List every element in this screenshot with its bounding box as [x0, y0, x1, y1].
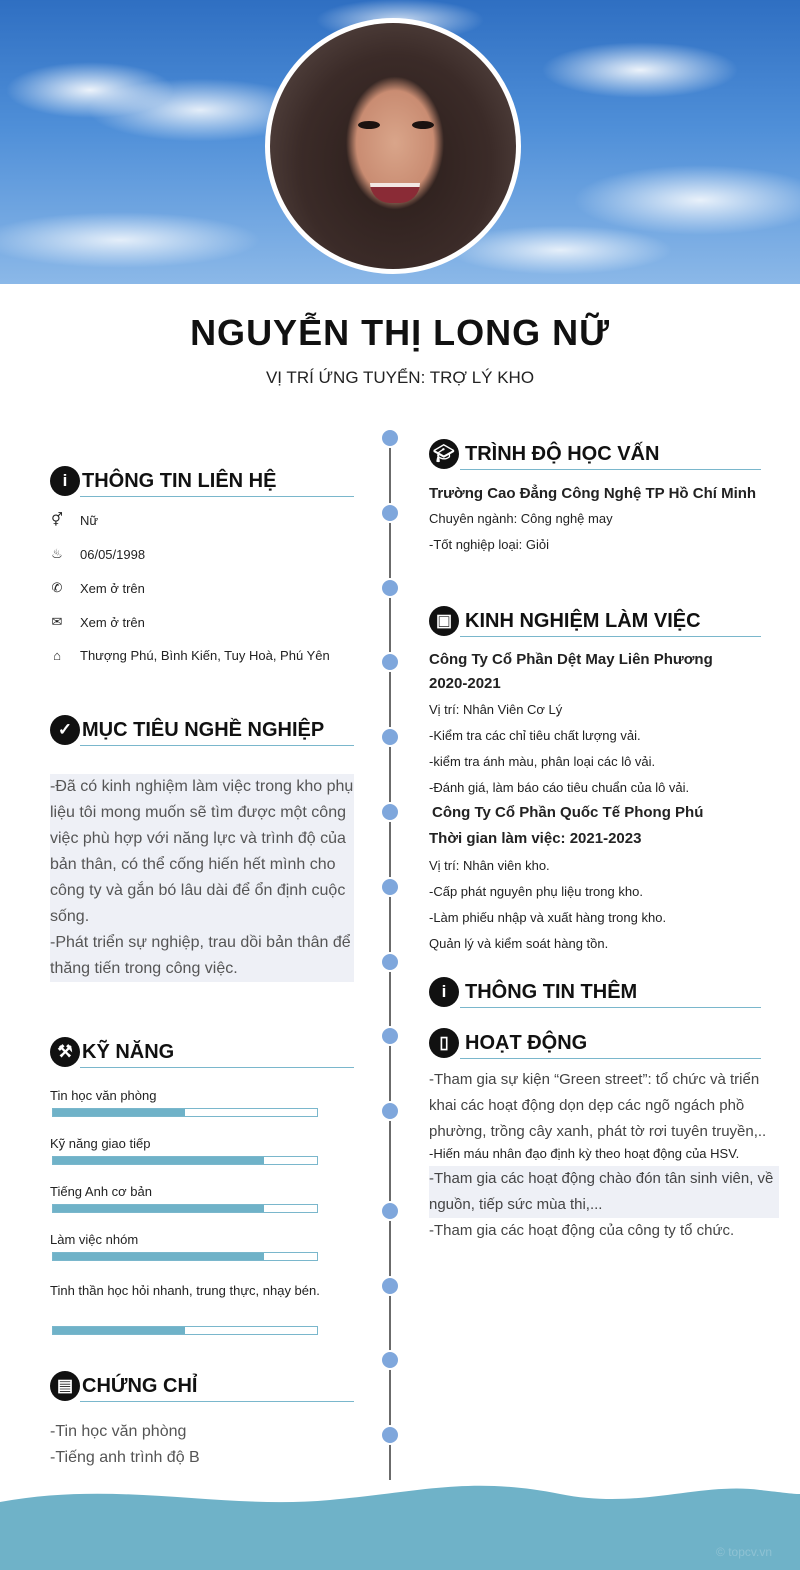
job-company: Công Ty Cổ Phần Quốc Tế Phong Phú — [432, 804, 704, 821]
skill-label: Tin học văn phòng — [50, 1088, 157, 1103]
skill-label: Tiếng Anh cơ bản — [50, 1184, 153, 1199]
job-role: Vị trí: Nhân viên kho. — [429, 858, 550, 873]
timeline-dot — [380, 578, 400, 598]
activities-section-title: ▯ HOẠT ĐỘNG — [429, 1028, 587, 1058]
home-icon: ⌂ — [53, 648, 61, 663]
timeline-dot — [380, 1425, 400, 1445]
timeline-dot — [380, 652, 400, 672]
skill-bar — [52, 1108, 318, 1117]
extra-info-section-title: i THÔNG TIN THÊM — [429, 977, 637, 1007]
contact-birthday: ♨ 06/05/1998 — [51, 546, 146, 562]
skill-label: Làm việc nhóm — [50, 1232, 139, 1247]
skill-bar-fill — [53, 1157, 264, 1164]
timeline-dot — [380, 727, 400, 747]
briefcase-icon: ▣ — [429, 606, 459, 636]
section-divider — [460, 1058, 761, 1059]
timeline-dot — [380, 802, 400, 822]
birthday-cake-icon: ♨ — [51, 546, 63, 561]
education-major: Chuyên ngành: Công nghệ may — [429, 511, 613, 526]
activity-item: -Tham gia các hoạt động của công ty tổ chức. — [429, 1222, 735, 1239]
contact-phone: ✆ Xem ở trên — [51, 580, 145, 596]
footer-wave — [0, 1480, 800, 1570]
job-duty: -Làm phiếu nhập và xuất hàng trong kho. — [429, 910, 667, 925]
avatar — [265, 18, 521, 274]
timeline-dot — [380, 1350, 400, 1370]
certificates-list — [50, 1419, 354, 1471]
education-section-title: 🎓︎ TRÌNH ĐỘ HỌC VẤN — [429, 439, 659, 469]
job-period: Thời gian làm việc: 2021-2023 — [429, 830, 642, 847]
certificate-item: -Tiếng anh trình độ B — [50, 1449, 200, 1466]
skill-bar-fill — [53, 1253, 264, 1260]
job-period: 2020-2021 — [429, 675, 501, 692]
timeline-dot — [380, 1101, 400, 1121]
education-grade: -Tốt nghiệp loại: Giỏi — [429, 537, 549, 552]
document-icon: ▯ — [429, 1028, 459, 1058]
info-icon: i — [429, 977, 459, 1007]
job-duty: -kiểm tra ánh màu, phân loại các lô vải. — [429, 754, 656, 769]
objective-text: -Đã có kinh nghiệm làm việc trong kho phụ liệu tôi mong muốn sẽ tìm được một công việc phù hợp với năng lực và trình độ của bản thân, có thể cống hiến hết mình cho công ty và gắn bó lâu dài để ổn định cuộc sống. -Phát triển sự nghiệp, trau dồi bản thân để thăng tiến trong công việc. — [50, 774, 354, 982]
timeline-dot — [380, 428, 400, 448]
candidate-name: NGUYỄN THỊ LONG NỮ — [190, 312, 610, 353]
email-icon: ✉ — [51, 614, 63, 629]
certificate-icon: ▤ — [50, 1371, 80, 1401]
gender-icon: ⚥ — [51, 512, 63, 527]
wrench-icon: ⚒ — [50, 1037, 80, 1067]
job-duty: -Kiểm tra các chỉ tiêu chất lượng vải. — [429, 728, 641, 743]
school-name: Trường Cao Đẳng Công Nghệ TP Hồ Chí Minh — [429, 485, 757, 502]
info-icon: i — [50, 466, 80, 496]
contact-gender: ⚥ Nữ — [51, 512, 99, 528]
applied-position: VỊ TRÍ ỨNG TUYỂN: TRỢ LÝ KHO — [265, 368, 535, 387]
skill-bar — [52, 1204, 318, 1213]
activity-item: -Hiến máu nhân đạo định kỳ theo hoạt động của HSV. — [429, 1146, 740, 1161]
graduation-cap-icon: 🎓︎ — [429, 439, 459, 469]
job-duty: -Cấp phát nguyên phụ liệu trong kho. — [429, 884, 643, 899]
skill-bar — [52, 1156, 318, 1165]
check-circle-icon: ✓ — [50, 715, 80, 745]
section-divider — [80, 1067, 354, 1068]
contact-email: ✉ Xem ở trên — [51, 614, 145, 630]
section-divider — [460, 1007, 761, 1008]
section-divider — [80, 496, 354, 497]
phone-icon: ✆ — [51, 580, 63, 595]
profile-photo — [270, 23, 516, 269]
skill-bar-fill — [53, 1205, 264, 1212]
job-duty: -Đánh giá, làm báo cáo tiêu chuẩn của lô vải. — [429, 780, 690, 795]
section-divider — [460, 636, 761, 637]
skill-label: Tinh thần học hỏi nhanh, trung thực, nhạy bén. — [50, 1283, 320, 1298]
skill-bar — [52, 1252, 318, 1261]
section-divider — [80, 1401, 354, 1402]
skill-label: Kỹ năng giao tiếp — [50, 1136, 151, 1151]
contact-section-title: i THÔNG TIN LIÊN HỆ — [50, 466, 276, 496]
section-divider — [460, 469, 761, 470]
job-duty: Quản lý và kiểm soát hàng tồn. — [429, 936, 609, 951]
job-role: Vị trí: Nhân Viên Cơ Lý — [429, 702, 563, 717]
certificates-section-title: ▤ CHỨNG CHỈ — [50, 1371, 197, 1401]
skill-bar-fill — [53, 1109, 185, 1116]
timeline-dot — [380, 952, 400, 972]
timeline-dot — [380, 503, 400, 523]
activity-item: -Tham gia sự kiện “Green street”: tổ chức và triển khai các hoạt động dọn dẹp các ngõ ngách phồ phường, trồng cây xanh, phát tờ rơi tuyên truyền,.. — [429, 1071, 767, 1140]
job-company: Công Ty Cổ Phần Dệt May Liên Phương — [429, 651, 713, 668]
timeline-dot — [380, 1276, 400, 1296]
activity-item: -Tham gia các hoạt động chào đón tân sinh viên, về nguồn, tiếp sức mùa thi,... — [429, 1166, 779, 1218]
skills-section-title: ⚒ KỸ NĂNG — [50, 1037, 174, 1067]
timeline-dot — [380, 877, 400, 897]
certificate-item: -Tin học văn phòng — [50, 1423, 187, 1440]
timeline-dot — [380, 1201, 400, 1221]
contact-address: ⌂ Thượng Phú, Bình Kiến, Tuy Hoà, Phú Yên — [50, 648, 330, 663]
section-divider — [80, 745, 354, 746]
skill-bar — [52, 1326, 318, 1335]
experience-section-title: ▣ KINH NGHIỆM LÀM VIỆC — [429, 606, 701, 636]
watermark: © topcv.vn — [716, 1545, 772, 1559]
skill-bar-fill — [53, 1327, 185, 1334]
timeline-dot — [380, 1026, 400, 1046]
objective-section-title: ✓ MỤC TIÊU NGHỀ NGHIỆP — [50, 715, 324, 745]
